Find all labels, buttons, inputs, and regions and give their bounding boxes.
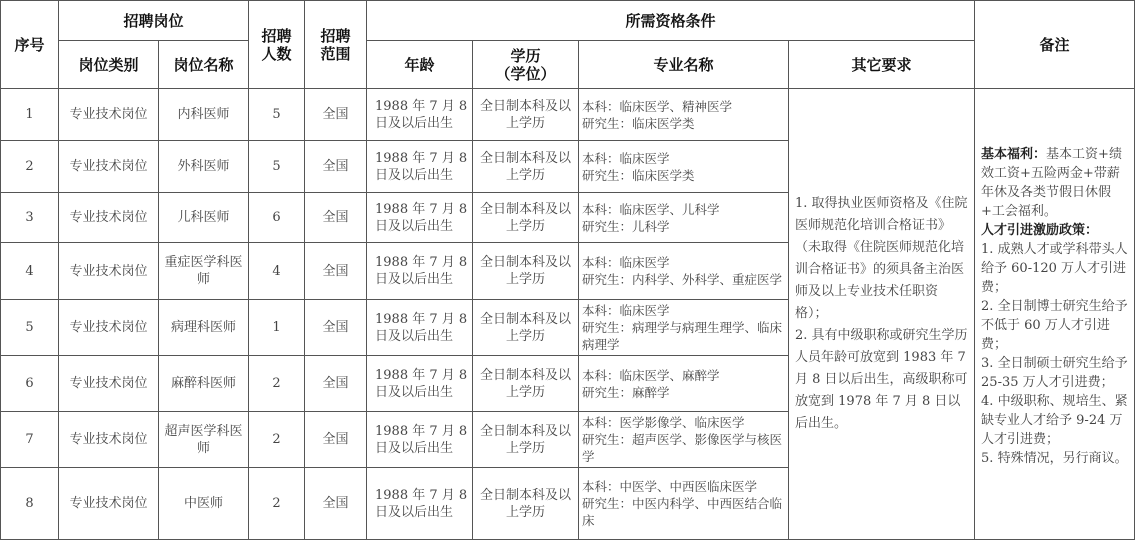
major-undergrad: 本科：医学影像学、临床医学 xyxy=(582,415,745,430)
header-post-group: 招聘岗位 xyxy=(59,1,249,41)
header-notes: 备注 xyxy=(975,1,1135,89)
row-seq: 3 xyxy=(1,193,59,243)
major-graduate: 研究生：临床医学类 xyxy=(582,167,695,183)
row-category: 专业技术岗位 xyxy=(59,243,159,300)
row-major xyxy=(579,89,789,141)
other-requirements-cell xyxy=(789,89,975,540)
row-age: 1988 年 7 月 8 日及以后出生 xyxy=(367,468,473,540)
row-education: 全日制本科及以上学历 xyxy=(473,141,579,193)
row-post-name: 重症医学科医师 xyxy=(159,243,249,300)
major-graduate: 研究生：儿科学 xyxy=(582,218,670,234)
row-age: 1988 年 7 月 8 日及以后出生 xyxy=(367,356,473,412)
row-category: 专业技术岗位 xyxy=(59,141,159,193)
row-seq: 5 xyxy=(1,300,59,356)
row-seq: 1 xyxy=(1,89,59,141)
welfare-text: 基本工资+绩效工资+五险两金+带薪年休及各类节假日休假+工会福利。 xyxy=(981,147,1122,219)
row-count: 6 xyxy=(249,193,305,243)
row-education: 全日制本科及以上学历 xyxy=(473,412,579,468)
header-scope: 招聘 范围 xyxy=(305,1,367,89)
row-major xyxy=(579,468,789,540)
major-graduate: 研究生：中医内科学、中西医结合临床 xyxy=(582,496,783,528)
row-scope: 全国 xyxy=(305,300,367,356)
row-education: 全日制本科及以上学历 xyxy=(473,300,579,356)
row-count: 1 xyxy=(249,300,305,356)
row-major xyxy=(579,356,789,412)
row-scope: 全国 xyxy=(305,468,367,540)
header-post-name: 岗位名称 xyxy=(159,41,249,89)
row-category: 专业技术岗位 xyxy=(59,300,159,356)
notes-cell xyxy=(975,89,1135,540)
row-count: 5 xyxy=(249,89,305,141)
major-graduate: 研究生：超声医学、影像医学与核医学 xyxy=(582,432,783,464)
major-undergrad: 本科：临床医学、精神医学 xyxy=(582,98,733,114)
row-education: 全日制本科及以上学历 xyxy=(473,193,579,243)
row-age: 1988 年 7 月 8 日及以后出生 xyxy=(367,89,473,141)
other-requirement-2: 2. 具有中级职称或研究生学历人员年龄可放宽到 1983 年 7 月 8 日以后出生，高级职称可放宽到 1978 年 7 月 8 日以后出生。 xyxy=(795,328,968,431)
row-education: 全日制本科及以上学历 xyxy=(473,243,579,300)
welfare-title: 基本福利： xyxy=(981,147,1047,162)
row-education: 全日制本科及以上学历 xyxy=(473,468,579,540)
row-age: 1988 年 7 月 8 日及以后出生 xyxy=(367,193,473,243)
row-category: 专业技术岗位 xyxy=(59,193,159,243)
major-graduate: 研究生：内科学、外科学、重症医学 xyxy=(582,272,783,287)
header-count: 招聘 人数 xyxy=(249,1,305,89)
row-scope: 全国 xyxy=(305,141,367,193)
row-major xyxy=(579,300,789,356)
row-seq: 2 xyxy=(1,141,59,193)
policy-item-5: 5. 特殊情况，另行商议。 xyxy=(981,451,1128,466)
row-major xyxy=(579,412,789,468)
row-count: 2 xyxy=(249,412,305,468)
major-graduate: 研究生：麻醉学 xyxy=(582,384,670,400)
major-undergrad: 本科：临床医学 xyxy=(582,150,670,166)
row-age: 1988 年 7 月 8 日及以后出生 xyxy=(367,412,473,468)
major-graduate: 研究生：临床医学类 xyxy=(582,115,695,131)
row-count: 2 xyxy=(249,468,305,540)
header-major: 专业名称 xyxy=(579,41,789,89)
header-qualifications: 所需资格条件 xyxy=(367,1,975,41)
row-scope: 全国 xyxy=(305,89,367,141)
policy-item-2: 2. 全日制博士研究生给予不低于 60 万人才引进费； xyxy=(981,299,1128,352)
row-count: 4 xyxy=(249,243,305,300)
major-undergrad: 本科：中医学、中西医临床医学 xyxy=(582,479,758,494)
row-post-name: 麻醉科医师 xyxy=(159,356,249,412)
row-age: 1988 年 7 月 8 日及以后出生 xyxy=(367,243,473,300)
header-age: 年龄 xyxy=(367,41,473,89)
other-requirement-1: 1. 取得执业医师资格及《住院医师规范化培训合格证书》（未取得《住院医师规范化培训合格证书》的须具备主治医师及以上专业技术任职资格）； xyxy=(795,196,968,321)
header-other: 其它要求 xyxy=(789,41,975,89)
header-education: 学历 （学位） xyxy=(473,41,579,89)
major-undergrad: 本科：临床医学 xyxy=(582,255,670,270)
row-category: 专业技术岗位 xyxy=(59,356,159,412)
row-count: 2 xyxy=(249,356,305,412)
row-seq: 6 xyxy=(1,356,59,412)
row-seq: 8 xyxy=(1,468,59,540)
row-post-name: 中医师 xyxy=(159,468,249,540)
policy-item-4: 4. 中级职称、规培生、紧缺专业人才给予 9-24 万人才引进费； xyxy=(981,394,1128,447)
major-undergrad: 本科：临床医学、麻醉学 xyxy=(582,367,720,383)
policy-item-1: 1. 成熟人才或学科带头人给予 60-120 万人才引进费； xyxy=(981,242,1128,295)
major-undergrad: 本科：临床医学、儿科学 xyxy=(582,201,720,217)
table-row xyxy=(1,89,1135,141)
row-post-name: 病理科医师 xyxy=(159,300,249,356)
row-education: 全日制本科及以上学历 xyxy=(473,356,579,412)
row-post-name: 超声医学科医师 xyxy=(159,412,249,468)
major-graduate: 研究生：病理学与病理生理学、临床病理学 xyxy=(582,320,783,352)
row-major xyxy=(579,193,789,243)
row-category: 专业技术岗位 xyxy=(59,468,159,540)
header-post-category: 岗位类别 xyxy=(59,41,159,89)
row-scope: 全国 xyxy=(305,193,367,243)
row-scope: 全国 xyxy=(305,412,367,468)
row-age: 1988 年 7 月 8 日及以后出生 xyxy=(367,141,473,193)
row-post-name: 内科医师 xyxy=(159,89,249,141)
row-category: 专业技术岗位 xyxy=(59,89,159,141)
row-scope: 全国 xyxy=(305,243,367,300)
row-post-name: 儿科医师 xyxy=(159,193,249,243)
major-undergrad: 本科：临床医学 xyxy=(582,303,670,318)
policy-item-3: 3. 全日制硕士研究生给予 25-35 万人才引进费； xyxy=(981,356,1128,390)
row-scope: 全国 xyxy=(305,356,367,412)
row-major xyxy=(579,243,789,300)
row-age: 1988 年 7 月 8 日及以后出生 xyxy=(367,300,473,356)
row-seq: 4 xyxy=(1,243,59,300)
row-category: 专业技术岗位 xyxy=(59,412,159,468)
row-post-name: 外科医师 xyxy=(159,141,249,193)
row-education: 全日制本科及以上学历 xyxy=(473,89,579,141)
row-major xyxy=(579,141,789,193)
row-count: 5 xyxy=(249,141,305,193)
header-seq: 序号 xyxy=(1,1,59,89)
row-seq: 7 xyxy=(1,412,59,468)
policy-title: 人才引进激励政策： xyxy=(981,223,1099,238)
